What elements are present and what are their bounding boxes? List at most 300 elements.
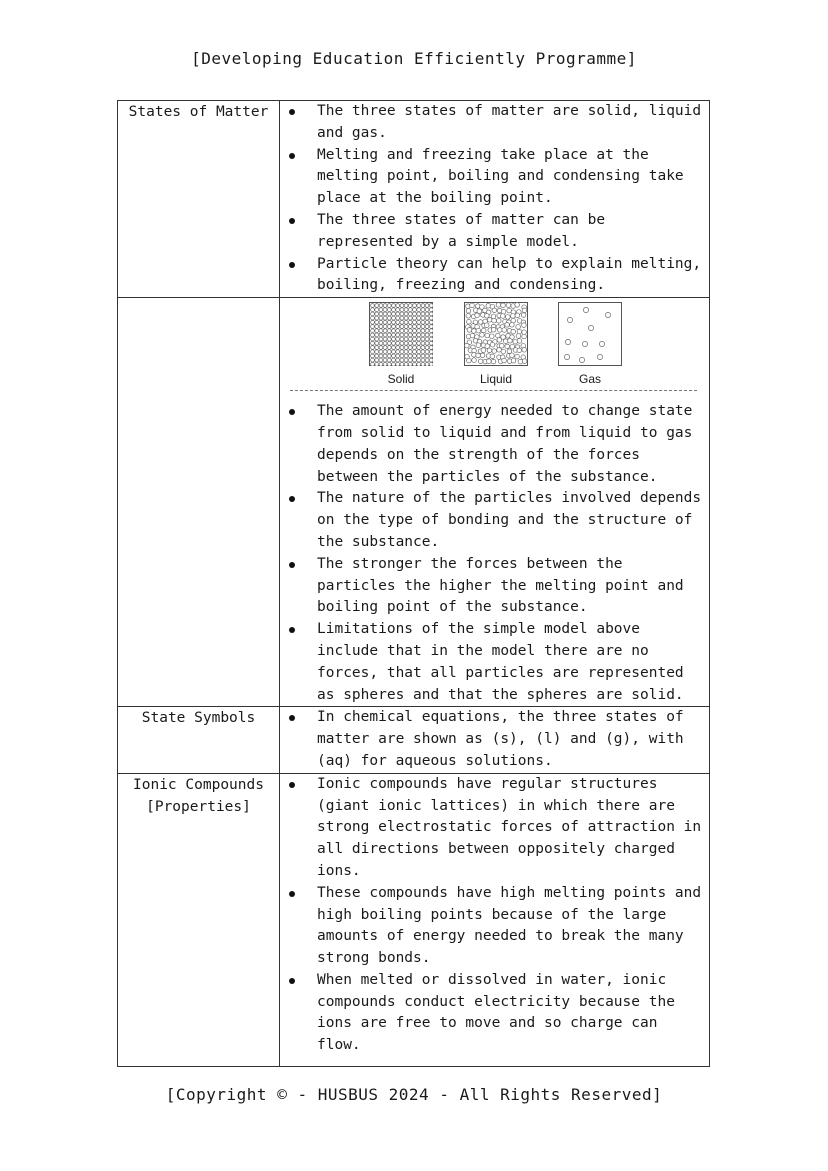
bullet-list — [280, 401, 709, 706]
particle — [467, 320, 472, 325]
solid-particles-illustration — [369, 302, 433, 366]
particle — [491, 328, 496, 333]
particle — [421, 342, 425, 346]
particle — [396, 342, 400, 346]
particle — [413, 350, 417, 354]
content-cell — [280, 101, 710, 298]
particle — [501, 314, 506, 319]
particle — [392, 358, 396, 362]
particle — [502, 328, 507, 333]
particle — [496, 303, 501, 308]
particle — [425, 329, 429, 333]
particle — [476, 343, 481, 348]
particle — [379, 350, 383, 354]
particle — [522, 323, 527, 328]
particle — [429, 325, 433, 329]
particle — [375, 316, 379, 320]
particle — [408, 308, 412, 312]
particle — [417, 329, 421, 333]
particle — [408, 329, 412, 333]
particle — [429, 363, 433, 367]
particle — [400, 312, 404, 316]
particle — [417, 346, 421, 350]
list-item: Limitations of the simple model above include that in the model there are no forces, that all particles are represented as spheres and that the spheres are solid. — [280, 619, 709, 706]
particle — [470, 303, 475, 308]
particle — [392, 337, 396, 341]
particle — [429, 329, 433, 333]
particle — [481, 328, 486, 333]
particle — [404, 358, 408, 362]
particle — [429, 354, 433, 358]
particle — [387, 350, 391, 354]
particle — [371, 308, 375, 312]
liquid-particles-illustration — [464, 302, 528, 366]
particle — [413, 329, 417, 333]
particle — [392, 346, 396, 350]
particle — [498, 328, 503, 333]
particle — [404, 350, 408, 354]
particle — [499, 344, 504, 349]
particle — [425, 342, 429, 346]
particle — [515, 354, 520, 359]
particle — [383, 350, 387, 354]
particle — [404, 308, 408, 312]
particle — [467, 358, 472, 363]
page-header: [Developing Education Efficiently Programme] — [191, 49, 637, 68]
particle — [425, 358, 429, 362]
particle — [379, 325, 383, 329]
particle — [492, 349, 497, 354]
particle — [466, 314, 471, 319]
particle — [392, 304, 396, 308]
table-row — [118, 101, 710, 298]
particle — [392, 308, 396, 312]
particle — [582, 342, 587, 347]
bullet-list — [280, 707, 709, 772]
particle — [383, 308, 387, 312]
particle — [429, 342, 433, 346]
particle — [383, 358, 387, 362]
particle — [485, 314, 490, 319]
particle — [392, 342, 396, 346]
particle — [413, 346, 417, 350]
particle — [408, 363, 412, 367]
particle — [466, 309, 471, 314]
particle — [371, 363, 375, 367]
particle — [425, 337, 429, 341]
particle — [396, 337, 400, 341]
particle — [396, 329, 400, 333]
particle — [371, 346, 375, 350]
particle — [400, 358, 404, 362]
particle — [522, 308, 527, 313]
particle — [421, 333, 425, 337]
particle — [375, 304, 379, 308]
particle — [387, 363, 391, 367]
particle — [522, 348, 527, 353]
particle — [404, 325, 408, 329]
particle — [501, 310, 506, 315]
particle — [506, 315, 511, 320]
particle — [387, 308, 391, 312]
particle — [379, 346, 383, 350]
particle — [371, 312, 375, 316]
particle — [392, 363, 396, 367]
particle — [400, 304, 404, 308]
topic-text: Ionic Compounds [Properties] — [133, 776, 264, 815]
particle — [371, 316, 375, 320]
particle — [400, 308, 404, 312]
particle — [371, 329, 375, 333]
list-item: These compounds have high melting points and high boiling points because of the large amounts of energy needed to break the many strong bonds. — [280, 883, 709, 970]
particle — [429, 358, 433, 362]
particle — [492, 319, 497, 324]
particle — [375, 337, 379, 341]
particle — [517, 348, 522, 353]
particle — [417, 342, 421, 346]
particle — [400, 333, 404, 337]
particle — [501, 303, 506, 308]
particle — [599, 342, 604, 347]
particle — [417, 304, 421, 308]
particle — [379, 304, 383, 308]
particle — [511, 314, 516, 319]
gas-particles-illustration — [558, 302, 622, 366]
gas-diagram — [558, 302, 622, 391]
bullet-list — [280, 774, 709, 1057]
particle — [413, 358, 417, 362]
particle — [417, 350, 421, 354]
particle — [491, 359, 496, 364]
particle — [421, 337, 425, 341]
particle — [383, 329, 387, 333]
particle — [421, 304, 425, 308]
particle — [429, 337, 433, 341]
particle — [387, 321, 391, 325]
notes-table — [117, 100, 710, 1067]
particle — [489, 334, 494, 339]
particle — [379, 329, 383, 333]
particle — [400, 321, 404, 325]
particle — [565, 340, 570, 345]
particle — [429, 333, 433, 337]
particle — [375, 321, 379, 325]
particle — [421, 329, 425, 333]
particle — [371, 321, 375, 325]
particle — [417, 325, 421, 329]
particle — [383, 325, 387, 329]
particle — [396, 321, 400, 325]
particle — [413, 308, 417, 312]
particle — [513, 340, 518, 345]
particle — [421, 321, 425, 325]
particle — [521, 313, 526, 318]
particle — [392, 325, 396, 329]
states-of-matter-figure — [280, 298, 709, 387]
particle — [517, 339, 522, 344]
particle — [497, 338, 502, 343]
particle — [400, 325, 404, 329]
particle — [404, 363, 408, 367]
particle — [408, 316, 412, 320]
list-item: The three states of matter can be represented by a simple model. — [280, 210, 709, 254]
particle — [475, 313, 480, 318]
particle — [425, 363, 429, 367]
particle — [417, 308, 421, 312]
table-row — [118, 298, 710, 707]
particle — [371, 350, 375, 354]
particle — [387, 358, 391, 362]
particle — [408, 358, 412, 362]
particle — [413, 304, 417, 308]
particle — [408, 342, 412, 346]
particle — [425, 312, 429, 316]
particle — [408, 346, 412, 350]
particle — [392, 312, 396, 316]
liquid-diagram — [464, 302, 528, 391]
particle — [522, 334, 527, 339]
particle — [413, 354, 417, 358]
particle — [379, 308, 383, 312]
list-item: When melted or dissolved in water, ionic compounds conduct electricity because the ions are free to move and so charge can flow. — [280, 970, 709, 1057]
particle — [387, 325, 391, 329]
particle — [400, 329, 404, 333]
table-row — [118, 707, 710, 773]
list-item: The nature of the particles involved depends on the type of bonding and the structure of the substance. — [280, 488, 709, 553]
particle — [429, 304, 433, 308]
list-item: In chemical equations, the three states of matter are shown as (s), (l) and (g), with (aq) for aqueous solutions. — [280, 707, 709, 772]
particle — [425, 308, 429, 312]
bullet-list — [280, 101, 709, 297]
particle — [487, 359, 492, 364]
particle — [383, 321, 387, 325]
particle — [379, 363, 383, 367]
particle — [510, 353, 515, 358]
particle — [413, 333, 417, 337]
particle — [396, 316, 400, 320]
particle — [392, 354, 396, 358]
content-cell — [280, 773, 710, 1066]
particle — [379, 342, 383, 346]
particle — [506, 303, 511, 308]
particle — [480, 353, 485, 358]
particle — [379, 333, 383, 337]
particle — [379, 358, 383, 362]
particle — [472, 353, 477, 358]
particle — [408, 354, 412, 358]
particle — [517, 329, 522, 334]
particle — [507, 349, 512, 354]
particle — [379, 337, 383, 341]
particle — [508, 339, 513, 344]
particle — [404, 337, 408, 341]
particle — [383, 354, 387, 358]
particle — [472, 329, 477, 334]
particle — [404, 342, 408, 346]
particle — [417, 358, 421, 362]
particle — [413, 316, 417, 320]
particle — [396, 312, 400, 316]
particle — [487, 318, 492, 323]
particle — [392, 321, 396, 325]
particle — [404, 304, 408, 308]
particle — [404, 354, 408, 358]
particle — [417, 333, 421, 337]
particle — [387, 333, 391, 337]
particle — [396, 308, 400, 312]
particle — [383, 312, 387, 316]
list-item: Melting and freezing take place at the melting point, boiling and condensing take place at the boiling point. — [280, 145, 709, 210]
particle — [515, 303, 520, 308]
particle — [413, 312, 417, 316]
particle — [510, 323, 515, 328]
list-item: Particle theory can help to explain melting, boiling, freezing and condensing. — [280, 254, 709, 298]
particle — [476, 328, 481, 333]
particle — [387, 312, 391, 316]
particle — [421, 354, 425, 358]
particle — [496, 319, 501, 324]
particle — [408, 333, 412, 337]
particle — [421, 350, 425, 354]
particle — [371, 342, 375, 346]
particle — [379, 354, 383, 358]
particle — [421, 308, 425, 312]
particle — [579, 358, 584, 363]
particle — [425, 350, 429, 354]
list-item: The three states of matter are solid, liquid and gas. — [280, 101, 709, 145]
particle — [429, 308, 433, 312]
particle — [408, 312, 412, 316]
particle — [400, 354, 404, 358]
list-item: The amount of energy needed to change state from solid to liquid and from liquid to gas depends on the strength of the forces between the particles of the substance. — [280, 401, 709, 488]
list-item: Ionic compounds have regular structures (giant ionic lattices) in which there are strong electrostatic forces of attraction in all directions between oppositely charged ions. — [280, 774, 709, 883]
particle — [383, 316, 387, 320]
particle — [404, 346, 408, 350]
particle — [501, 349, 506, 354]
particle — [379, 312, 383, 316]
particle — [383, 337, 387, 341]
particle — [371, 337, 375, 341]
particle — [487, 348, 492, 353]
particle — [396, 354, 400, 358]
particle — [400, 350, 404, 354]
particle — [413, 321, 417, 325]
particle — [404, 316, 408, 320]
particle — [564, 355, 569, 360]
particle — [375, 354, 379, 358]
particle — [400, 363, 404, 367]
particle — [375, 363, 379, 367]
particle — [387, 354, 391, 358]
particle — [396, 363, 400, 367]
particle — [371, 304, 375, 308]
particle — [421, 312, 425, 316]
content-cell — [280, 298, 710, 707]
particle — [417, 321, 421, 325]
particle — [392, 333, 396, 337]
particle — [518, 360, 523, 365]
particle — [511, 359, 516, 364]
particle — [375, 342, 379, 346]
particle — [379, 321, 383, 325]
particle — [396, 350, 400, 354]
particle — [396, 325, 400, 329]
particle — [597, 355, 602, 360]
particle — [567, 318, 572, 323]
particle — [371, 325, 375, 329]
particle — [605, 313, 610, 318]
particle — [392, 350, 396, 354]
particle — [387, 346, 391, 350]
particle — [404, 329, 408, 333]
particle — [492, 308, 497, 313]
particle — [490, 354, 495, 359]
particle — [387, 304, 391, 308]
particle — [516, 334, 521, 339]
particle — [425, 325, 429, 329]
particle — [379, 316, 383, 320]
particle — [387, 316, 391, 320]
topic-cell: States of Matter — [118, 101, 280, 298]
particle — [375, 312, 379, 316]
particle — [383, 346, 387, 350]
particle — [417, 312, 421, 316]
particle — [425, 354, 429, 358]
particle — [417, 316, 421, 320]
liquid-label: Liquid — [479, 372, 513, 387]
particle — [375, 346, 379, 350]
particle — [413, 342, 417, 346]
particle — [478, 359, 483, 364]
particle — [392, 329, 396, 333]
content-cell — [280, 707, 710, 773]
solid-diagram — [369, 302, 433, 391]
particle — [588, 326, 593, 331]
particle — [375, 308, 379, 312]
particle — [404, 321, 408, 325]
particle — [383, 333, 387, 337]
particle — [375, 350, 379, 354]
particle — [425, 316, 429, 320]
particle — [583, 308, 588, 313]
particle — [505, 344, 510, 349]
particle — [396, 346, 400, 350]
particle — [375, 329, 379, 333]
particle — [371, 358, 375, 362]
particle — [408, 350, 412, 354]
particle — [429, 346, 433, 350]
particle — [429, 350, 433, 354]
particle — [490, 343, 495, 348]
particle — [425, 321, 429, 325]
particle — [387, 337, 391, 341]
topic-cell — [118, 773, 280, 1066]
particle — [484, 323, 489, 328]
topic-cell-empty — [118, 298, 280, 707]
particle — [425, 346, 429, 350]
particle — [375, 358, 379, 362]
particle — [486, 304, 491, 309]
particle — [472, 358, 477, 363]
particle — [387, 342, 391, 346]
particle — [408, 325, 412, 329]
particle — [383, 342, 387, 346]
gas-label: Gas — [578, 372, 601, 387]
particle — [400, 316, 404, 320]
particle — [522, 359, 527, 364]
particle — [511, 330, 516, 335]
particle — [396, 358, 400, 362]
